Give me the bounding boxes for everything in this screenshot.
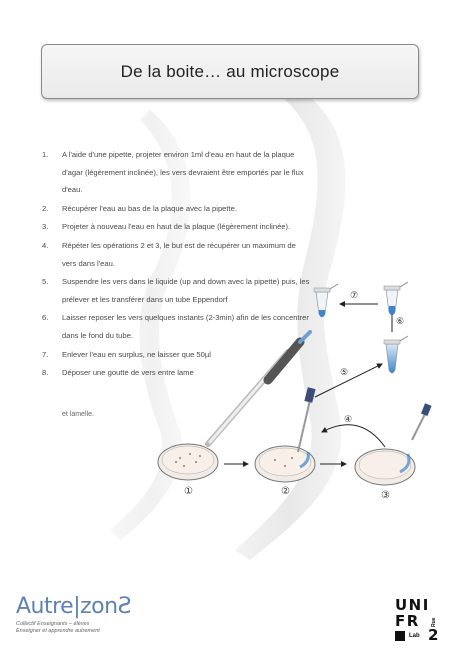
arrow-step-4 <box>322 425 385 447</box>
diagram-label-1: ① <box>184 486 193 497</box>
step-number: 7. <box>42 349 49 359</box>
agar-plate-3-icon <box>355 403 432 485</box>
step-text: Répéter les opérations 2 et 3, le but est de récupérer un maximum de vers dans l'eau. <box>62 240 296 268</box>
eppendorf-tube-1-icon <box>314 284 338 317</box>
step-number: 6. <box>42 313 49 323</box>
step-number: 5. <box>42 277 49 287</box>
diagram-label-3: ③ <box>381 490 390 501</box>
step-text: A l'aide d'une pipette, projeter environ 1ml d'eau en haut de la plaque d'agar (légèrement inclinée), les vers devraient être emportés par le flux d'eau. <box>62 150 304 195</box>
diagram-label-2: ② <box>281 486 290 497</box>
diagram-label-5: ⑤ <box>340 367 349 377</box>
unifr-logo-square-icon <box>395 631 405 641</box>
unifr-logo-rue: Rue <box>431 617 437 627</box>
step-number: 1. <box>42 150 49 159</box>
diagram-label-6: ⑥ <box>396 316 405 326</box>
small-pipette-icon <box>298 387 316 452</box>
title-box <box>41 44 419 99</box>
step-text: Laisser reposer les vers quelques instants (2-3min) afin de les concentrer dans le fond du tube. <box>62 313 309 340</box>
step-text: Récupérer l'eau au bas de la plaque avec la pipette. <box>62 203 237 213</box>
step-number: 4. <box>42 240 49 250</box>
unifr-logo-lab: Lab <box>409 633 420 639</box>
unifr-ruelab-logo <box>395 598 445 643</box>
autrezone-tagline-1: Collectif Enseignants – élèves <box>16 621 90 627</box>
autrezone-tagline-2: Enseigner et apprendre autrement <box>16 628 100 634</box>
unifr-logo-line2: FR <box>395 612 420 630</box>
step-item <box>40 200 310 218</box>
step-item <box>40 218 310 236</box>
eppendorf-tube-3-icon <box>384 282 408 315</box>
autrezone-logo <box>16 596 131 635</box>
page-title: De la boite… au microscope <box>120 61 340 81</box>
arrow-step-5 <box>315 364 382 397</box>
diagram-label-4: ④ <box>344 414 353 424</box>
unifr-logo-line1: UNI <box>395 596 430 614</box>
step-number: 2. <box>42 203 49 213</box>
eppendorf-tube-2-icon <box>384 336 408 373</box>
agar-plate-2-icon <box>255 446 315 482</box>
step-text: Suspendre les vers dans le liquide (up and down avec la pipette) puis, les prélever et les transférer dans un tube Eppendorf <box>62 277 310 304</box>
step-number: 3. <box>42 222 49 232</box>
diagram-label-7: ⑦ <box>350 290 359 300</box>
step-text: Déposer une goutte de vers entre lame <box>62 368 194 378</box>
protocol-diagram <box>150 262 450 502</box>
autrezone-logo-word: Autre|zonƧ <box>16 594 132 619</box>
step-number: 8. <box>42 368 49 378</box>
pipette-icon <box>208 332 310 444</box>
step-text: Projeter à nouveau l'eau en haut de la plaque (légèrement inclinée). <box>62 222 291 232</box>
agar-plate-1-icon <box>158 444 218 480</box>
unifr-logo-two: 2 <box>428 626 439 644</box>
step-8-continuation: et lamelle. <box>62 411 94 418</box>
step-item <box>40 146 310 199</box>
step-text: Enlever l'eau en surplus, ne laisser que 50µl <box>62 349 211 359</box>
